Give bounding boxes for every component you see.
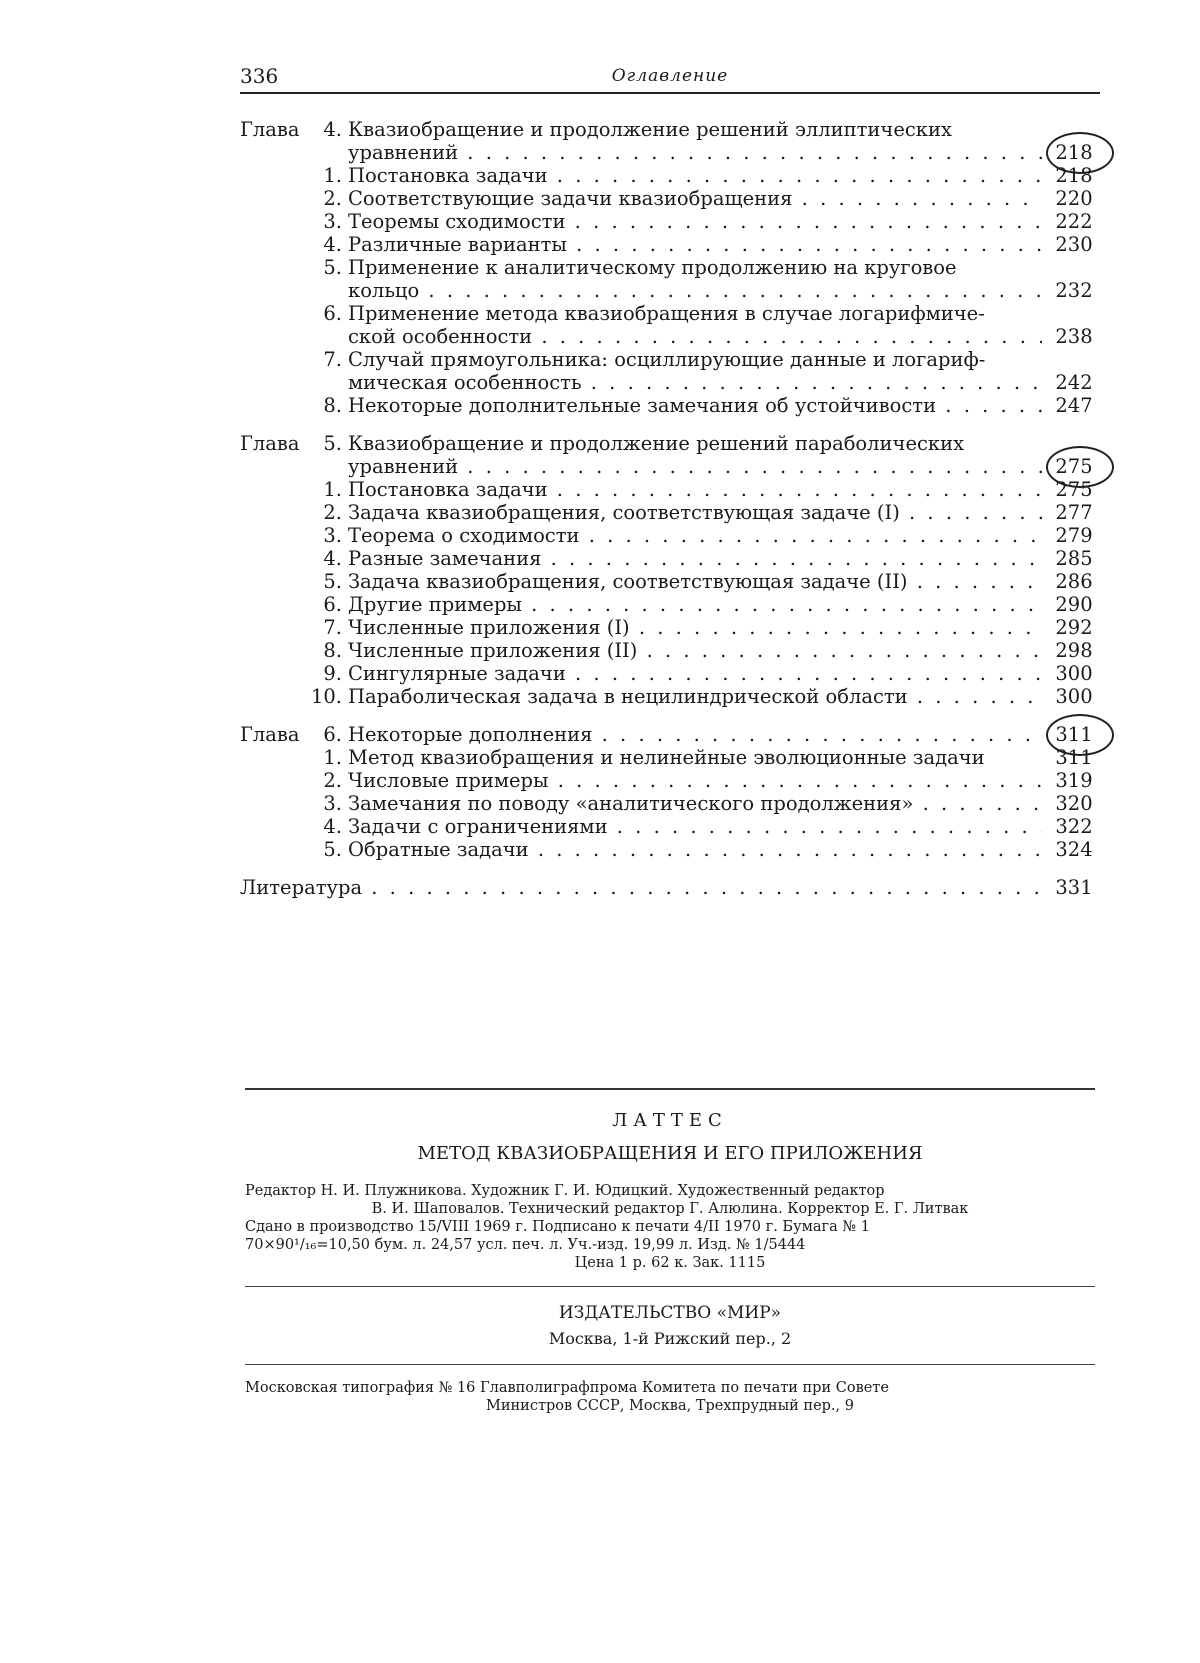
section-number: 7.: [323, 616, 342, 639]
toc-entry: [240, 210, 1100, 233]
chapter-heading-6: [240, 723, 1100, 746]
toc-entry: [240, 639, 1100, 662]
chapter-page: 275: [1055, 455, 1093, 478]
section-number: 2.: [323, 187, 342, 210]
chapter-heading-5-cont: [240, 455, 1100, 478]
section-page: 300: [1055, 685, 1093, 708]
section-number: 4.: [323, 815, 342, 838]
toc-entry-literature: [240, 876, 1100, 899]
section-number: 3.: [323, 792, 342, 815]
section-title: Различные варианты . . .: [348, 233, 1042, 256]
section-page: 320: [1055, 792, 1093, 815]
section-page: 242: [1055, 371, 1093, 394]
printer-line: Министров СССР, Москва, Трехпрудный пер., 9: [486, 1398, 854, 1414]
chapter-title-cont: уравнений . . .: [348, 141, 1042, 164]
section-title: Численные приложения (II) . . .: [348, 639, 1042, 662]
section-number: 6.: [323, 593, 342, 616]
printer-line: Московская типография № 16 Главполиграфпрома Комитета по печати при Совете: [245, 1380, 889, 1396]
credits-line: 70×90¹/₁₆=10,50 бум. л. 24,57 усл. печ. л. Уч.-изд. 19,99 л. Изд. № 1/5444: [245, 1237, 806, 1253]
toc-entry: [240, 570, 1100, 593]
section-title: Теоремы сходимости . . .: [348, 210, 1042, 233]
section-title: Теорема о сходимости . . .: [348, 524, 1042, 547]
section-title: Постановка задачи . . .: [348, 164, 1042, 187]
section-title: Другие примеры . . .: [348, 593, 1042, 616]
chapter-page: 311: [1055, 723, 1093, 746]
author-name: ЛАТТЕС: [612, 1110, 728, 1131]
section-page: 220: [1055, 187, 1093, 210]
toc-entry: [240, 662, 1100, 685]
section-title: Задача квазиобращения, соответствующая задаче (I) . . .: [348, 501, 1042, 524]
section-page: 286: [1055, 570, 1093, 593]
section-page: 232: [1055, 279, 1093, 302]
section-title: Соответствующие задачи квазиобращения . . .: [348, 187, 1042, 210]
section-title: Метод квазиобращения и нелинейные эволюционные задачи: [348, 746, 985, 769]
chapter-title: Некоторые дополнения . . .: [348, 723, 1042, 746]
section-page: 298: [1055, 639, 1093, 662]
section-title: Разные замечания . . .: [348, 547, 1042, 570]
chapter-number: 6.: [323, 723, 342, 746]
credits-line: Сдано в производство 15/VIII 1969 г. Подписано к печати 4/II 1970 г. Бумага № 1: [245, 1219, 870, 1235]
section-page: 322: [1055, 815, 1093, 838]
printer-block: [245, 1379, 1095, 1415]
section-page: 319: [1055, 769, 1093, 792]
toc-entry: [240, 302, 1100, 325]
imprint-rule-mid: [245, 1286, 1095, 1287]
section-page: 285: [1055, 547, 1093, 570]
price-line: Цена 1 р. 62 к. Зак. 1115: [574, 1255, 766, 1271]
literature-page: 331: [1055, 876, 1093, 899]
section-title: Случай прямоугольника: осциллирующие данные и логариф-: [348, 348, 986, 371]
toc-entry: [240, 394, 1100, 417]
section-title: Численные приложения (I) . . .: [348, 616, 1042, 639]
chapter-title: Квазиобращение и продолжение решений эллиптических: [348, 118, 952, 141]
section-number: 10.: [310, 685, 342, 708]
section-number: 5.: [323, 256, 342, 279]
section-title-cont: ской особенности . . .: [348, 325, 1042, 348]
chapter-page: 218: [1055, 141, 1093, 164]
toc-entry: [240, 838, 1100, 861]
toc-entry-cont: [240, 371, 1100, 394]
section-title: Замечания по поводу «аналитического продолжения» . . .: [348, 792, 1042, 815]
literature-title: Литература . . .: [240, 876, 1042, 899]
section-number: 2.: [323, 769, 342, 792]
running-head: [240, 60, 1100, 90]
section-page: 324: [1055, 838, 1093, 861]
toc-entry: [240, 348, 1100, 371]
section-number: 9.: [323, 662, 342, 685]
toc-entry: [240, 746, 1100, 769]
table-of-contents: [240, 118, 1100, 899]
imprint-rule-bottom: [245, 1364, 1095, 1365]
toc-entry: [240, 792, 1100, 815]
section-number: 1.: [323, 746, 342, 769]
section-title: Числовые примеры . . .: [348, 769, 1042, 792]
credits-block: [245, 1182, 1095, 1272]
chapter-label: Глава: [240, 118, 300, 141]
section-title-cont: кольцо . . .: [348, 279, 1042, 302]
chapter-label: Глава: [240, 723, 300, 746]
toc-entry: [240, 478, 1100, 501]
section-number: 4.: [323, 233, 342, 256]
section-number: 8.: [323, 394, 342, 417]
section-number: 6.: [323, 302, 342, 325]
section-page: 290: [1055, 593, 1093, 616]
toc-entry: [240, 769, 1100, 792]
section-page: 292: [1055, 616, 1093, 639]
publisher-name: ИЗДАТЕЛЬСТВО «МИР»: [558, 1303, 782, 1323]
section-title: Постановка задачи . . .: [348, 478, 1042, 501]
toc-entry: [240, 187, 1100, 210]
toc-entry: [240, 815, 1100, 838]
toc-entry-cont: [240, 325, 1100, 348]
section-number: 7.: [323, 348, 342, 371]
section-number: 1.: [323, 164, 342, 187]
toc-entry: [240, 616, 1100, 639]
section-page: 222: [1055, 210, 1093, 233]
section-title-cont: мическая особенность . . .: [348, 371, 1042, 394]
section-title: Некоторые дополнительные замечания об устойчивости . . .: [348, 394, 1042, 417]
section-page: 311: [1055, 746, 1093, 769]
chapter-heading-4-cont: [240, 141, 1100, 164]
section-number: 2.: [323, 501, 342, 524]
publisher-address: Москва, 1-й Рижский пер., 2: [548, 1329, 792, 1348]
section-page: 279: [1055, 524, 1093, 547]
toc-entry: [240, 164, 1100, 187]
section-title: Применение к аналитическому продолжению на круговое: [348, 256, 957, 279]
book-title: МЕТОД КВАЗИОБРАЩЕНИЯ И ЕГО ПРИЛОЖЕНИЯ: [417, 1143, 923, 1164]
section-title: Параболическая задача в нецилиндрической области . . .: [348, 685, 1042, 708]
section-title: Применение метода квазиобращения в случае логарифмиче-: [348, 302, 985, 325]
chapter-title: Квазиобращение и продолжение решений параболических: [348, 432, 965, 455]
imprint: [245, 1088, 1095, 1415]
chapter-number: 5.: [323, 432, 342, 455]
section-title: Задача квазиобращения, соответствующая задаче (II) . . .: [348, 570, 1042, 593]
section-number: 3.: [323, 524, 342, 547]
section-title: Сингулярные задачи . . .: [348, 662, 1042, 685]
section-page: 275: [1055, 478, 1093, 501]
chapter-label: Глава: [240, 432, 300, 455]
toc-entry: [240, 233, 1100, 256]
toc-entry: [240, 547, 1100, 570]
section-page: 300: [1055, 662, 1093, 685]
section-page: 247: [1055, 394, 1093, 417]
running-title: Оглавление: [611, 66, 729, 86]
section-number: 5.: [323, 838, 342, 861]
section-number: 5.: [323, 570, 342, 593]
toc-entry: [240, 593, 1100, 616]
section-page: 238: [1055, 325, 1093, 348]
page-number: 336: [240, 64, 279, 88]
section-page: 277: [1055, 501, 1093, 524]
toc-entry-cont: [240, 279, 1100, 302]
chapter-heading-4: [240, 118, 1100, 141]
section-number: 8.: [323, 639, 342, 662]
toc-entry: [240, 685, 1100, 708]
section-page: 218: [1055, 164, 1093, 187]
toc-entry: [240, 524, 1100, 547]
header-rule: [240, 92, 1100, 94]
chapter-title-cont: уравнений . . .: [348, 455, 1042, 478]
section-title: Задачи с ограничениями . . .: [348, 815, 1042, 838]
toc-entry: [240, 256, 1100, 279]
chapter-number: 4.: [323, 118, 342, 141]
section-number: 1.: [323, 478, 342, 501]
section-title: Обратные задачи . . .: [348, 838, 1042, 861]
section-number: 3.: [323, 210, 342, 233]
credits-line: Редактор Н. И. Плужникова. Художник Г. И. Юдицкий. Художественный редактор: [245, 1183, 885, 1199]
chapter-heading-5: [240, 432, 1100, 455]
toc-entry: [240, 501, 1100, 524]
credits-line: В. И. Шаповалов. Технический редактор Г. Алюлина. Корректор Е. Г. Литвак: [371, 1201, 969, 1217]
section-number: 4.: [323, 547, 342, 570]
section-page: 230: [1055, 233, 1093, 256]
imprint-rule-top: [245, 1088, 1095, 1090]
